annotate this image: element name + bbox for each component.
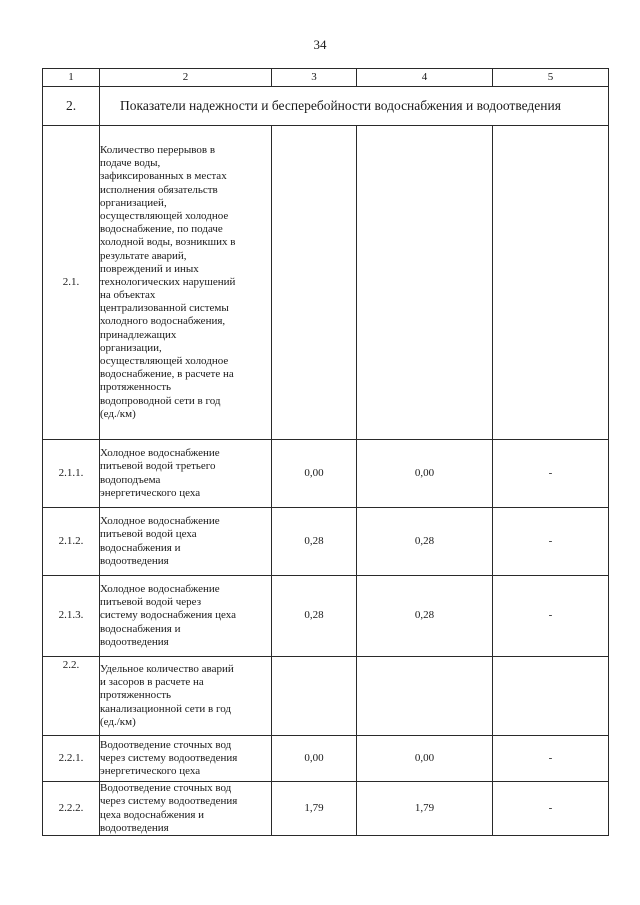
column-header-5: 5 xyxy=(493,69,609,87)
value-col5: - xyxy=(493,508,609,576)
row-description xyxy=(100,736,272,782)
value-col4 xyxy=(357,126,493,440)
page-number: 34 xyxy=(313,37,327,52)
table-row xyxy=(43,440,609,508)
section-header-row xyxy=(43,87,609,126)
description-line: технологических нарушений xyxy=(100,275,236,288)
value-col3 xyxy=(272,657,357,736)
description-line: водопроводной сети в год xyxy=(100,394,221,407)
row-description xyxy=(100,782,272,836)
value-col4: 0,00 xyxy=(357,440,493,508)
indicators-table xyxy=(42,68,609,836)
description-line: и засоров в расчете на xyxy=(100,676,204,689)
row-description xyxy=(100,126,272,440)
description-line: питьевой водой через xyxy=(100,596,202,609)
description-line: через систему водоотведения xyxy=(100,795,238,808)
row-number: 2.2.2. xyxy=(43,782,100,836)
description-line: энергетического цеха xyxy=(100,486,201,499)
description-line: организацией, xyxy=(100,196,167,209)
description-line: через систему водоотведения xyxy=(100,751,238,764)
description-line: централизованной системы xyxy=(100,302,229,315)
description-line: протяженность xyxy=(100,381,172,394)
row-number: 2.2. xyxy=(43,657,100,736)
value-col4: 0,28 xyxy=(357,508,493,576)
description-line: осуществляющей холодное xyxy=(100,355,229,368)
description-line: (ед./км) xyxy=(100,715,136,728)
value-col3: 1,79 xyxy=(272,782,357,836)
description-line: холодной воды, возникших в xyxy=(100,236,236,249)
description-line: организации, xyxy=(100,341,162,354)
value-col4: 1,79 xyxy=(357,782,493,836)
description-line: водоподъема xyxy=(100,473,161,486)
description-line: (ед./км) xyxy=(100,407,136,420)
column-header-1: 1 xyxy=(43,69,100,87)
description-line: Количество перерывов в xyxy=(100,144,216,157)
table-row xyxy=(43,126,609,440)
description-line: холодного водоснабжения, xyxy=(100,315,226,328)
value-col4: 0,28 xyxy=(357,576,493,657)
description-line: зафиксированных в местах xyxy=(100,170,227,183)
value-col3: 0,00 xyxy=(272,440,357,508)
section-number: 2. xyxy=(43,87,100,126)
value-col5: - xyxy=(493,440,609,508)
row-description xyxy=(100,508,272,576)
table-row xyxy=(43,508,609,576)
description-line: принадлежащих xyxy=(100,328,177,341)
description-line: питьевой водой третьего xyxy=(100,460,216,473)
description-line: канализационной сети в год xyxy=(100,702,232,715)
description-line: протяженность xyxy=(100,689,172,702)
table-row xyxy=(43,782,609,836)
description-line: Водоотведение сточных вод xyxy=(100,782,232,795)
row-number: 2.1.1. xyxy=(43,440,100,508)
row-description xyxy=(100,576,272,657)
column-header-3: 3 xyxy=(272,69,357,87)
value-col3: 0,28 xyxy=(272,576,357,657)
description-line: энергетического цеха xyxy=(100,765,201,778)
description-line: Холодное водоснабжение xyxy=(100,583,220,596)
row-number: 2.1. xyxy=(43,126,100,440)
table-row xyxy=(43,657,609,736)
table-row xyxy=(43,576,609,657)
description-line: водоснабжение, по подаче xyxy=(100,223,223,236)
column-header-2: 2 xyxy=(100,69,272,87)
value-col3: 0,28 xyxy=(272,508,357,576)
description-line: результате аварий, xyxy=(100,249,187,262)
row-number: 2.1.2. xyxy=(43,508,100,576)
value-col5 xyxy=(493,126,609,440)
description-line: Холодное водоснабжение xyxy=(100,515,220,528)
description-line: исполнения обязательств xyxy=(100,183,218,196)
row-description xyxy=(100,440,272,508)
value-col4: 0,00 xyxy=(357,736,493,782)
value-col3: 0,00 xyxy=(272,736,357,782)
description-line: на объектах xyxy=(100,289,156,302)
description-line: водоотведения xyxy=(100,635,169,648)
row-description xyxy=(100,657,272,736)
column-number-header-row xyxy=(43,69,609,87)
description-line: Холодное водоснабжение xyxy=(100,447,220,460)
description-line: цеха водоснабжения и xyxy=(100,808,205,821)
description-line: Водоотведение сточных вод xyxy=(100,738,232,751)
value-col5: - xyxy=(493,576,609,657)
description-line: питьевой водой цеха xyxy=(100,528,197,541)
value-col4 xyxy=(357,657,493,736)
value-col5: - xyxy=(493,782,609,836)
value-col5: - xyxy=(493,736,609,782)
description-line: осуществляющей холодное xyxy=(100,209,229,222)
value-col5 xyxy=(493,657,609,736)
description-line: систему водоснабжения цеха xyxy=(100,609,236,622)
description-line: водоснабжения и xyxy=(100,622,181,635)
row-number: 2.1.3. xyxy=(43,576,100,657)
column-header-4: 4 xyxy=(357,69,493,87)
description-line: водоотведения xyxy=(100,821,169,834)
description-line: подаче воды, xyxy=(100,157,161,170)
description-line: водоснабжение, в расчете на xyxy=(100,368,234,381)
description-line: повреждений и иных xyxy=(100,262,199,275)
description-line: водоотведения xyxy=(100,554,169,567)
table-row xyxy=(43,736,609,782)
row-number: 2.2.1. xyxy=(43,736,100,782)
value-col3 xyxy=(272,126,357,440)
description-line: Удельное количество аварий xyxy=(100,663,234,676)
description-line: водоснабжения и xyxy=(100,541,181,554)
section-title: Показатели надежности и бесперебойности водоснабжения и водоотведения xyxy=(100,87,609,126)
